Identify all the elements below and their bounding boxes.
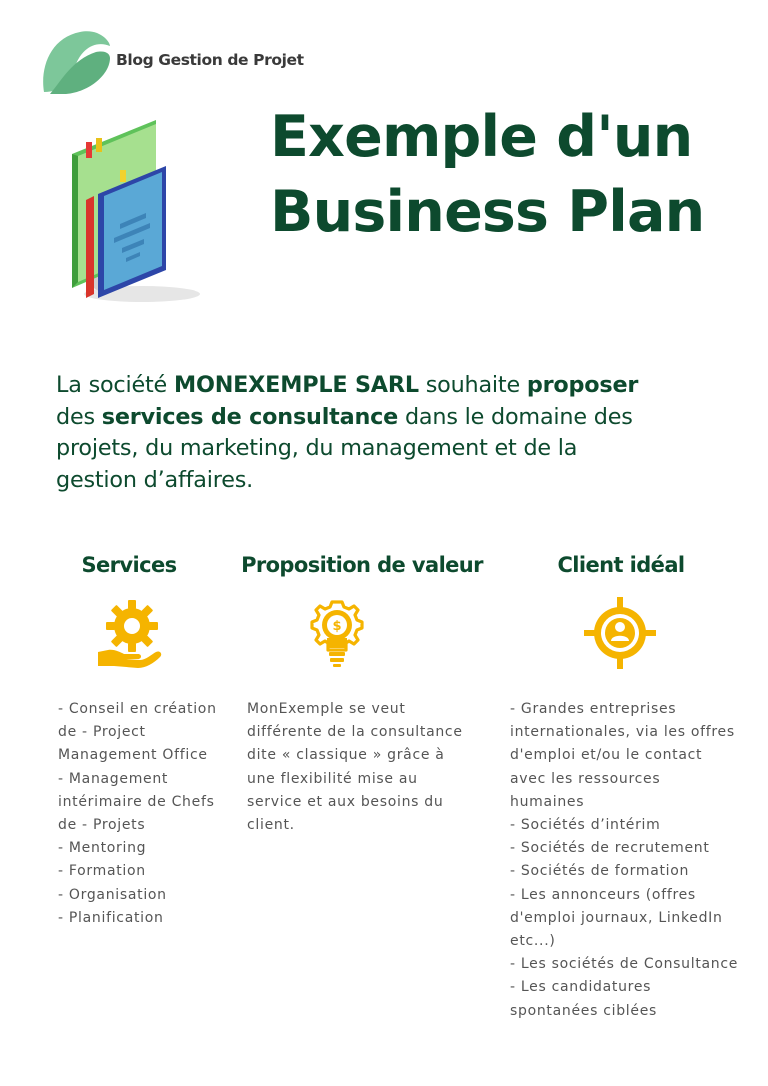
lightbulb-dollar-gear-icon xyxy=(300,596,374,670)
title-line-1: Exemple d'un xyxy=(270,104,693,170)
list-item: - Grandes entreprises xyxy=(510,701,677,717)
services-list xyxy=(58,698,217,930)
list-item: spontanées ciblées xyxy=(510,1002,658,1019)
list-item: - Mentoring xyxy=(58,840,147,857)
text-line: client. xyxy=(247,817,295,834)
text-line: MonExemple se veut xyxy=(247,701,406,717)
text-line: service et aux besoins du xyxy=(247,793,444,810)
list-item: de - Projets xyxy=(58,817,146,834)
intro-line-4: gestion d’affaires. xyxy=(56,466,254,493)
brand-name: Blog Gestion de Projet xyxy=(116,51,304,69)
target-person-icon xyxy=(583,596,657,670)
value-proposition-heading: Proposition de valeur xyxy=(241,553,483,577)
intro-line-3: projets, du marketing, du management et de la xyxy=(56,435,578,461)
leaf-logo-icon xyxy=(40,30,112,96)
intro-emphasis: services de consultance xyxy=(101,403,399,430)
intro-text: dans le domaine des xyxy=(398,403,633,430)
list-item: - Sociétés de formation xyxy=(510,863,690,880)
intro-line-2 xyxy=(56,402,716,434)
title-line-2: Business Plan xyxy=(270,179,705,245)
list-item: d'emploi journaux, LinkedIn xyxy=(510,909,723,926)
text-line: différente de la consultance xyxy=(247,724,463,741)
list-item: - Sociétés de recrutement xyxy=(510,840,710,857)
company-name: MONEXEMPLE SARL xyxy=(173,372,419,398)
list-item: internationales, via les offres xyxy=(510,724,735,741)
intro-text: des xyxy=(56,403,102,430)
services-heading: Services xyxy=(81,553,177,577)
list-item: - Sociétés d’intérim xyxy=(510,817,661,834)
brand-logo[interactable] xyxy=(40,30,304,96)
list-item: - Management xyxy=(58,770,169,787)
list-item: humaines xyxy=(510,793,585,810)
ideal-client-heading: Client idéal xyxy=(557,553,685,577)
list-item: - Les annonceurs (offres xyxy=(510,886,696,903)
list-item: intérimaire de Chefs xyxy=(58,793,215,810)
list-item: - Formation xyxy=(58,863,146,880)
text-line: une flexibilité mise au xyxy=(247,770,418,787)
list-item: - Organisation xyxy=(58,886,167,903)
list-item: - Les sociétés de Consultance xyxy=(510,956,739,973)
svg-text:$: $ xyxy=(332,619,342,634)
value-proposition-text xyxy=(247,698,463,837)
ideal-client-list xyxy=(510,698,738,1023)
list-item: etc...) xyxy=(510,933,556,950)
gear-in-hand-icon xyxy=(94,596,168,670)
intro-line-1 xyxy=(56,370,716,402)
list-item: d'emploi et/ou le contact xyxy=(510,747,703,764)
document-book-icon xyxy=(64,116,214,306)
intro-emphasis: proposer xyxy=(526,372,639,398)
list-item: Management Office xyxy=(58,747,208,764)
list-item: - Planification xyxy=(58,909,164,926)
text-line: dite « classique » grâce à xyxy=(247,747,445,764)
list-item: de - Project xyxy=(58,724,146,741)
intro-text: La société xyxy=(56,372,174,398)
intro-text: souhaite xyxy=(418,372,527,398)
intro-paragraph xyxy=(56,370,716,496)
list-item: avec les ressources xyxy=(510,770,661,787)
page-title xyxy=(270,100,750,250)
list-item: - Les candidatures xyxy=(510,979,652,996)
list-item: - Conseil en création xyxy=(58,701,217,717)
